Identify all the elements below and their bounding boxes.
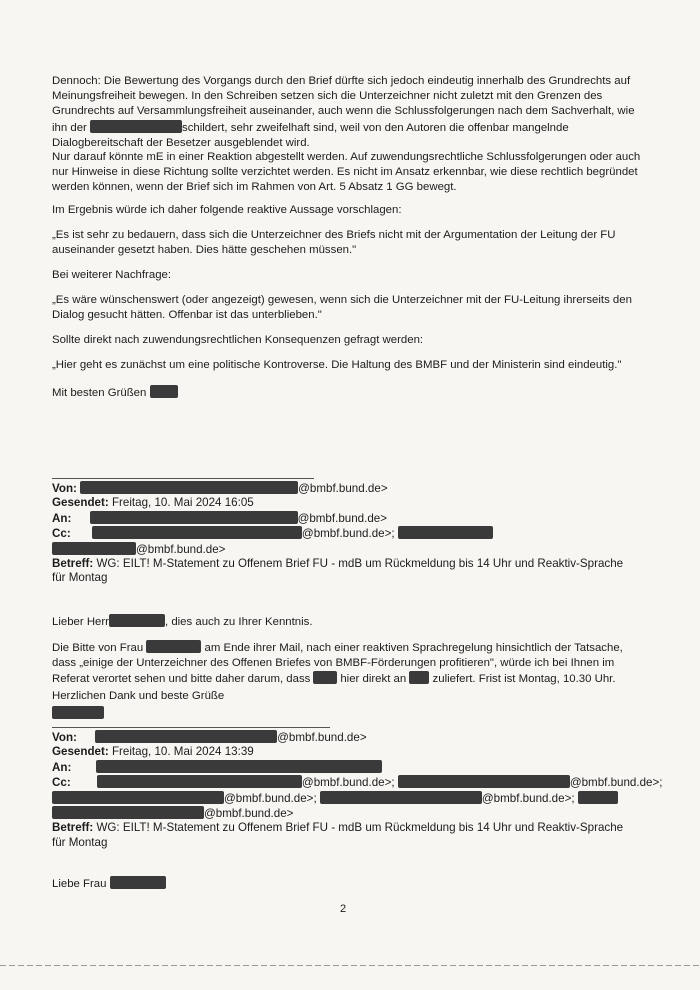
email-1-closing bbox=[52, 689, 647, 722]
paragraph-text: Bei weiterer Nachfrage: bbox=[52, 269, 172, 281]
redaction-block bbox=[97, 775, 302, 788]
paragraph-assessment bbox=[52, 74, 647, 151]
cc-label: Cc: bbox=[52, 527, 71, 541]
redaction-block bbox=[409, 671, 429, 684]
redaction-block bbox=[320, 791, 482, 804]
body-text: hier direkt an bbox=[340, 673, 407, 686]
subject-label: Betreff: bbox=[52, 821, 94, 835]
cc-value: @bmbf.bund.de>; bbox=[301, 776, 395, 790]
paragraph-text: „Es ist sehr zu bedauern, dass sich die Unterzeichner des Briefs nicht mit der Argumentation der Leitung der FU auseinander gesetzt haben. Dies hätte geschehen müssen." bbox=[52, 229, 616, 257]
email-1-greeting bbox=[52, 614, 647, 630]
paragraph-followup-intro bbox=[52, 268, 647, 283]
cc-value: @bmbf.bund.de>; bbox=[224, 791, 317, 805]
greeting-text: Liebe Frau bbox=[52, 878, 107, 890]
cc-value: @bmbf.bund.de>; bbox=[481, 791, 575, 805]
cc-value: @bmbf.bund.de>; bbox=[569, 776, 663, 790]
redaction-block bbox=[52, 542, 136, 555]
redaction-block bbox=[80, 481, 298, 494]
redaction-block bbox=[578, 791, 618, 804]
redaction-block bbox=[398, 775, 570, 788]
quote-statement-2 bbox=[52, 293, 647, 323]
separator-line bbox=[52, 478, 314, 479]
quote-statement-3 bbox=[52, 358, 647, 373]
body-text: Die Bitte von Frau bbox=[52, 642, 144, 654]
from-value: @bmbf.bund.de> bbox=[298, 482, 388, 495]
cc-label: Cc: bbox=[52, 776, 71, 790]
redaction-block bbox=[52, 791, 224, 804]
paragraph-text: Sollte direkt nach zuwendungsrechtlichen Konsequenzen gefragt werden: bbox=[52, 334, 424, 346]
body-text: am Ende ihrer Mail, nach einer reaktiven Sprachregelung hinsichtlich der Tatsache, dass „einige der Unterzeichner des Offenen Briefes von BMBF-Förderungen profitieren", würde ich bei Ihnen im Referat verortet sehen und bitte daher darum, dass bbox=[52, 642, 623, 686]
paragraph-text: schildert, sehr zweifelhaft sind, weil von den Autoren die offenbar mangelnde Dialogbereitschaft der Besetzer ausgeblendet wird. bbox=[52, 121, 569, 149]
from-label: Von: bbox=[52, 731, 77, 744]
closing-text: Herzlichen Dank und beste Grüße bbox=[52, 690, 225, 702]
from-value: @bmbf.bund.de> bbox=[277, 731, 367, 744]
body-text: zuliefert. Frist ist Montag, 10.30 Uhr. bbox=[432, 673, 616, 686]
redaction-block bbox=[313, 671, 337, 684]
page-number: 2 bbox=[340, 903, 347, 915]
email-1-body bbox=[52, 640, 647, 688]
to-label: An: bbox=[52, 511, 72, 525]
redaction-block bbox=[110, 876, 166, 889]
sent-label: Gesendet: bbox=[52, 745, 109, 759]
redaction-block bbox=[96, 760, 382, 773]
redaction-block bbox=[398, 526, 493, 539]
paragraph-text: Nur darauf könnte mE in einer Reaktion abgestellt werden. Auf zuwendungsrechtliche Schlussfolgerungen oder auch nur Hinweise in diese Richtung sollte verzichtet werden. Es nicht im Ansatz erkennbar, wie diese rechtlich begründet werden können, wenn der Brief sich im Rahmen von Art. 5 Absatz 1 GG bewegt. bbox=[52, 151, 641, 194]
greeting-text: , dies auch zu Ihrer Kenntnis. bbox=[164, 616, 313, 628]
from-label: Von: bbox=[52, 482, 77, 495]
sent-value: Freitag, 10. Mai 2024 13:39 bbox=[111, 745, 254, 759]
sent-value: Freitag, 10. Mai 2024 16:05 bbox=[111, 496, 254, 510]
signoff bbox=[52, 385, 647, 401]
redaction-block bbox=[52, 806, 204, 819]
subject-value: WG: EILT! M-Statement zu Offenem Brief FU - mdB um Rückmeldung bis 14 Uhr und Reaktiv-Sprache für Montag bbox=[52, 557, 624, 585]
quote-statement-1 bbox=[52, 228, 647, 258]
signoff-text: Mit besten Grüßen bbox=[52, 387, 147, 399]
redaction-block bbox=[90, 511, 298, 524]
scan-edge-line bbox=[0, 965, 700, 966]
paragraph-text: „Hier geht es zunächst um eine politische Kontroverse. Die Haltung des BMBF und der Ministerin sind eindeutig." bbox=[52, 359, 622, 371]
email-2-greeting bbox=[52, 876, 647, 892]
paragraph-text: Dennoch: Die Bewertung des Vorgangs durch den Brief dürfte sich jedoch eindeutig innerhalb des Grundrechts auf Meinungsfreiheit bewegen. In den Schreiben setzen sich die Unterzeichner nicht zuletzt mit den Grenzen des Grundrechts auf Versammlungsfreiheit auseinander, auch wenn die Schlussfolgerungen nach dem Sachverhalt, wie ihn der bbox=[52, 75, 635, 134]
to-value: @bmbf.bund.de> bbox=[297, 511, 388, 525]
greeting-text: Lieber Herr bbox=[52, 616, 109, 628]
cc-value: @bmbf.bund.de>; bbox=[301, 527, 395, 541]
email-header-2 bbox=[52, 730, 663, 850]
paragraph-proposal-intro bbox=[52, 203, 647, 218]
paragraph-text: „Es wäre wünschenswert (oder angezeigt) gewesen, wenn sich die Unterzeichner mit der FU-Leitung ihrerseits den Dialog gesucht hätten. Offenbar ist das unterblieben." bbox=[52, 294, 632, 322]
cc-value: @bmbf.bund.de> bbox=[204, 807, 294, 821]
paragraph-recommendation bbox=[52, 150, 647, 196]
cc-value: @bmbf.bund.de> bbox=[136, 542, 226, 556]
redaction-block bbox=[95, 730, 277, 743]
redaction-block bbox=[146, 640, 201, 653]
redaction-block bbox=[90, 120, 182, 133]
sent-label: Gesendet: bbox=[52, 496, 109, 510]
redaction-block bbox=[92, 526, 302, 539]
separator-line bbox=[52, 727, 330, 728]
email-header-1 bbox=[52, 481, 652, 586]
redaction-block bbox=[109, 614, 165, 627]
paragraph-consequences-intro bbox=[52, 333, 647, 348]
to-label: An: bbox=[52, 760, 72, 774]
redaction-block bbox=[52, 706, 104, 719]
paragraph-text: Im Ergebnis würde ich daher folgende reaktive Aussage vorschlagen: bbox=[52, 204, 402, 216]
redaction-block bbox=[150, 385, 178, 398]
subject-value: WG: EILT! M-Statement zu Offenem Brief FU - mdB um Rückmeldung bis 14 Uhr und Reaktiv-Sprache für Montag bbox=[52, 821, 624, 849]
subject-label: Betreff: bbox=[52, 557, 94, 571]
